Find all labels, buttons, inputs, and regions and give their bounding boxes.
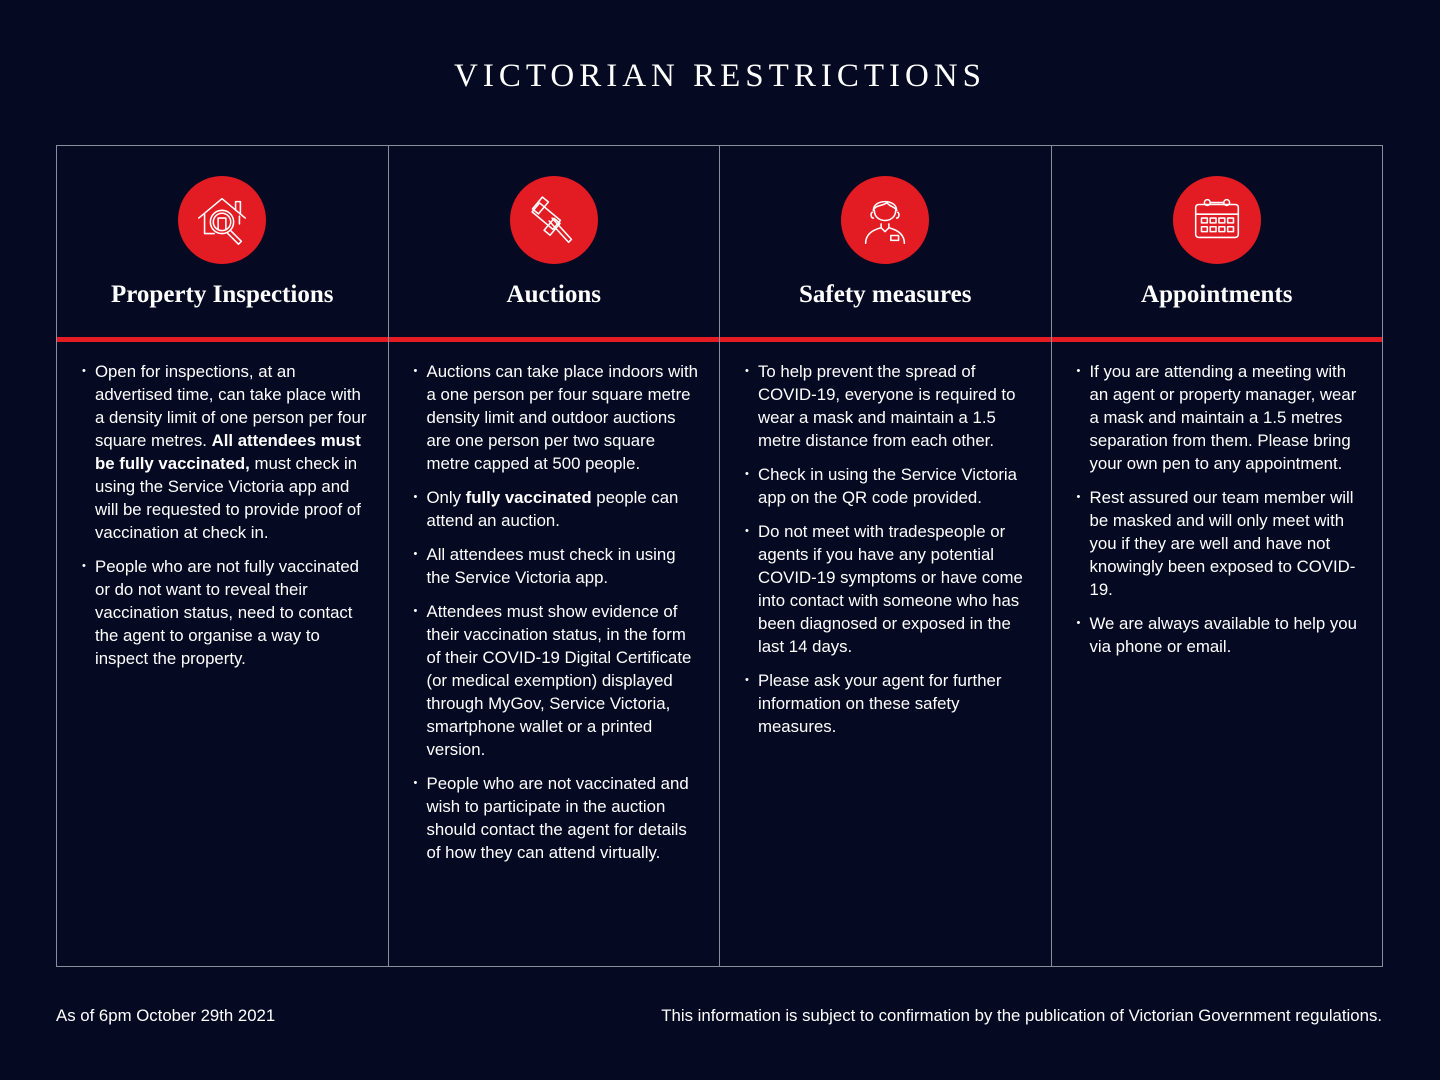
list-item xyxy=(427,600,702,761)
text: people can attend an auction. xyxy=(426,488,679,530)
list-item xyxy=(427,543,702,589)
text: People who are not fully vaccinated or do not want to reveal their vaccination status, need to contact the agent to organise a way to inspect the property. xyxy=(95,557,360,668)
list-item xyxy=(95,555,370,670)
text: must check in using the Service Victoria app and will be requested to provide proof of vaccination at check in. xyxy=(95,454,361,542)
gavel-icon xyxy=(510,176,598,264)
as-of-date: As of 6pm October 29th 2021 xyxy=(56,1006,276,1025)
text: Rest assured our team member will be masked and will only meet with you if they are well and have not knowingly been exposed to COVID-19. xyxy=(1089,488,1356,599)
text: Only xyxy=(426,488,466,507)
column-heading: Safety measures xyxy=(799,281,972,308)
bullet-list xyxy=(1052,342,1383,658)
list-item xyxy=(758,360,1033,452)
column-header xyxy=(57,146,388,342)
column-header xyxy=(389,146,720,342)
bullet-list xyxy=(720,342,1051,738)
column-appointments xyxy=(1052,146,1383,966)
text: If you are attending a meeting with an agent or property manager, wear a mask and maintain a 1.5 metres separation from them. Please bring your own pen to any appointment. xyxy=(1089,362,1357,473)
list-item xyxy=(1090,612,1365,658)
column-heading: Appointments xyxy=(1141,281,1293,308)
text: Auctions can take place indoors with a one person per four square metre density limit and outdoor auctions are one person per two square metre capped at 500 people. xyxy=(426,362,698,473)
list-item xyxy=(95,360,370,544)
column-heading: Property Inspections xyxy=(111,281,334,308)
disclaimer-text: This information is subject to confirmation by the publication of Victorian Government regulations. xyxy=(661,1006,1382,1025)
bold-text: fully vaccinated xyxy=(465,488,592,507)
list-item xyxy=(758,520,1033,658)
column-property-inspections xyxy=(57,146,389,966)
column-header xyxy=(1052,146,1383,342)
restrictions-table xyxy=(56,145,1383,967)
column-header xyxy=(720,146,1051,342)
list-item xyxy=(427,360,702,475)
text: People who are not vaccinated and wish to participate in the auction should contact the agent for details of how they can attend virtually. xyxy=(426,774,689,862)
house-magnifier-icon xyxy=(178,176,266,264)
text: Please ask your agent for further information on these safety measures. xyxy=(758,671,1002,736)
list-item xyxy=(758,463,1033,509)
text: Check in using the Service Victoria app on the QR code provided. xyxy=(758,465,1017,507)
list-item xyxy=(1090,486,1365,601)
column-heading: Auctions xyxy=(506,281,601,308)
text: All attendees must check in using the Service Victoria app. xyxy=(426,545,676,587)
list-item xyxy=(427,772,702,864)
list-item xyxy=(427,486,702,532)
list-item xyxy=(758,669,1033,738)
calendar-icon xyxy=(1173,176,1261,264)
text: We are always available to help you via phone or email. xyxy=(1089,614,1357,656)
text: To help prevent the spread of COVID-19, everyone is required to wear a mask and maintain a 1.5 metre distance from each other. xyxy=(758,362,1016,450)
column-safety-measures xyxy=(720,146,1052,966)
list-item xyxy=(1090,360,1365,475)
text: Attendees must show evidence of their vaccination status, in the form of their COVID-19 Digital Certificate (or medical exemption) displayed through MyGov, Service Victoria, smartphone wallet or a printed version. xyxy=(426,602,692,759)
page-title: VICTORIAN RESTRICTIONS xyxy=(454,58,986,94)
text: Open for inspections, at an advertised time, can take place with a density limit of one person per four square metres. xyxy=(95,362,367,450)
bullet-list xyxy=(57,342,388,670)
bullet-list xyxy=(389,342,720,864)
column-auctions xyxy=(389,146,721,966)
person-icon xyxy=(841,176,929,264)
bold-text: All attendees must be fully vaccinated, xyxy=(95,431,361,473)
text: Do not meet with tradespeople or agents if you have any potential COVID-19 symptoms or have come into contact with someone who has been diagnosed or exposed in the last 14 days. xyxy=(758,522,1023,656)
